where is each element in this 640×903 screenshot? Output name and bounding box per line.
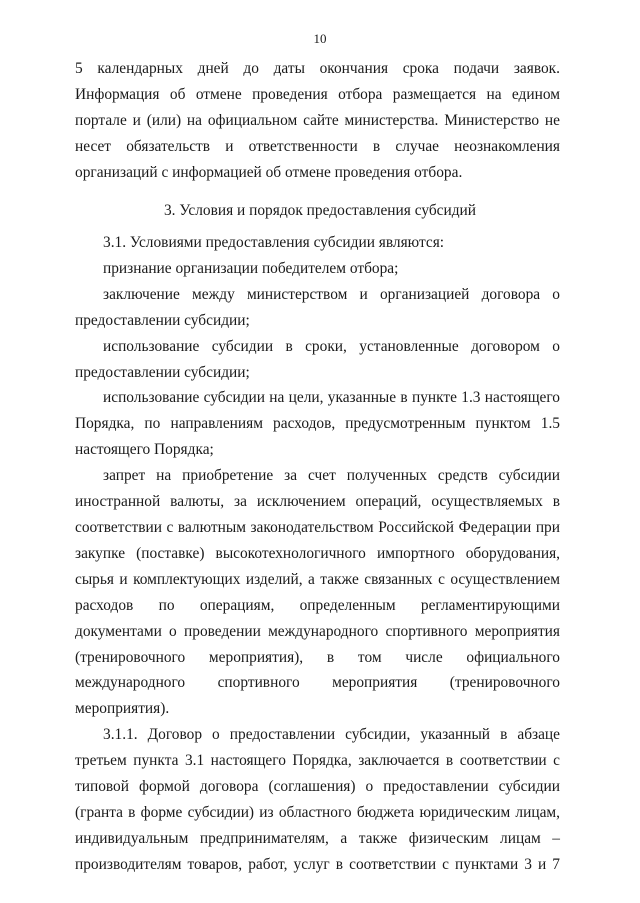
paragraph-3-1: 3.1. Условиями предоставления субсидии являются: [103, 234, 445, 251]
paragraph-condition-terms: использование субсидии в сроки, установленные договором о предоставлении субсидии; [75, 337, 560, 381]
paragraph-condition-purpose: использование субсидии на цели, указанные в пункте 1.3 настоящего Порядка, по направлениям расходов, предусмотренным пунктом 1.5 настоящего Порядка; [75, 389, 560, 459]
page-number: 10 [313, 31, 327, 46]
section-heading: 3. Условия и порядок предоставления субсидий [163, 202, 477, 219]
intro-paragraph: 5 календарных дней до даты окончания срока подачи заявок. Информация об отмене проведения отбора размещается на едином портале и (или) на официальном сайте министерства. Министерство не несет обязательств и ответственности в случае неознакомления организаций с информацией об отмене проведения отбора. [75, 60, 560, 181]
paragraph-condition-winner: признание организации победителем отбора; [103, 259, 399, 277]
section-body [75, 230, 560, 878]
paragraph-condition-currency: запрет на приобретение за счет полученных средств субсидии иностранной валюты, за исключением операций, осуществляемых в соответствии с валютным законодательством Российской Федерации при закупке (поставке) высокотехнологичного импортного оборудования, сырья и комплектующих изделий, а также связанных с осуществлением расходов по операциям, определенным регламентирующими документами о проведении международного спортивного мероприятия (тренировочного мероприятия), в том числе официального международного спортивного мероприятия (тренировочного мероприятия). [75, 467, 560, 718]
paragraph-condition-contract: заключение между министерством и организацией договора о предоставлении субсидии; [75, 285, 560, 329]
paragraph-3-1-1: 3.1.1. Договор о предоставлении субсидии, указанный в абзаце третьем пункта 3.1 настоящего Порядка, заключается в соответствии с типовой формой договора (соглашения) о предоставлении субсидии (гранта в форме субсидии) из областного бюджета юридическим лицам, индивидуальным предпринимателям, а также физическим лицам – производителям товаров, работ, услуг в соответствии с пунктами 3 и 7 [75, 726, 560, 873]
intro-block [75, 56, 560, 186]
